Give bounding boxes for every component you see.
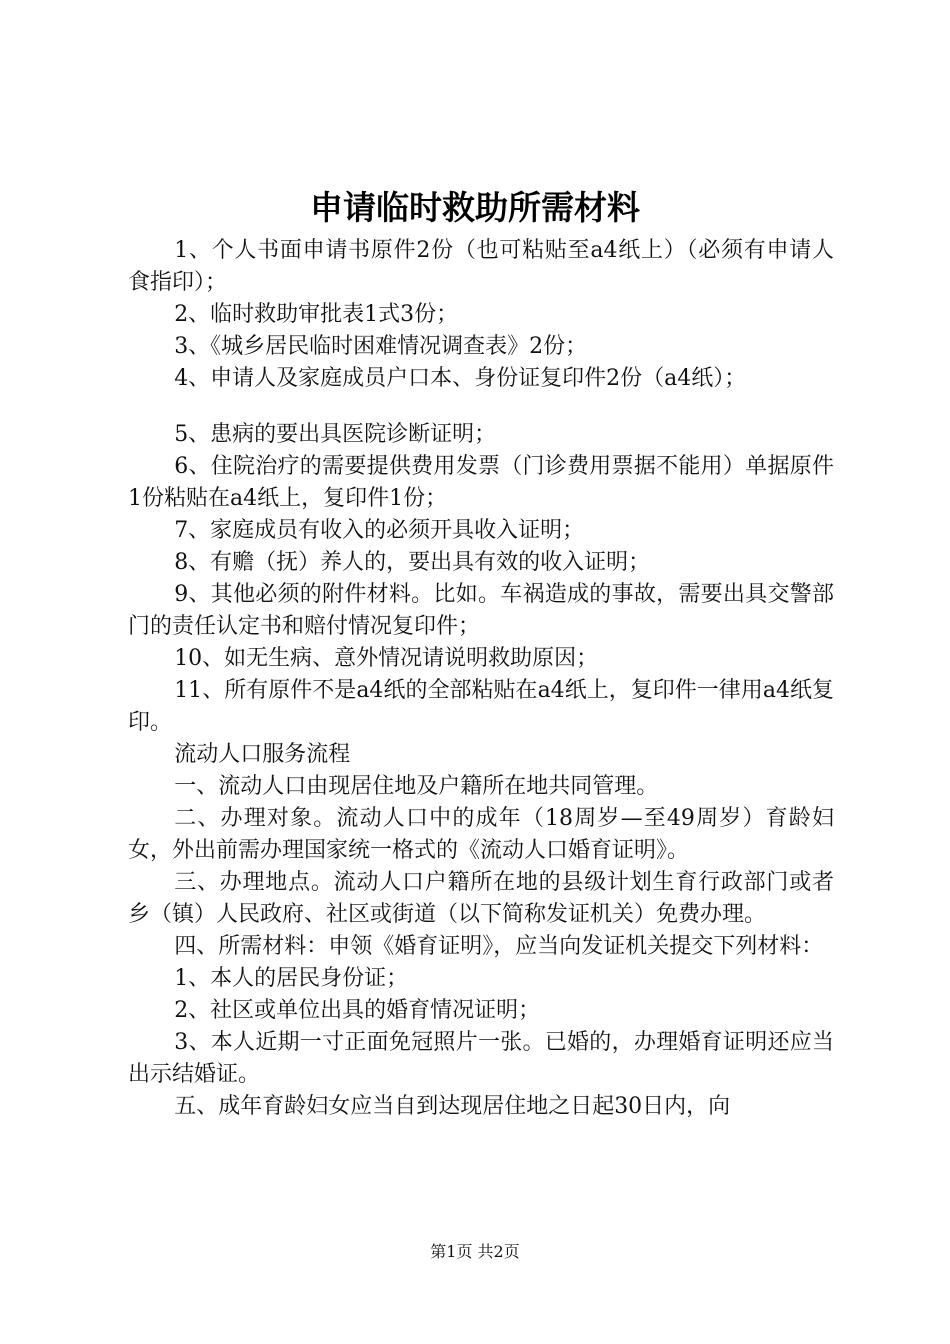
document-title: 申请临时救助所需材料: [310, 188, 640, 227]
paragraph-section-1: 一、流动人口由现居住地及户籍所在地共同管理。: [174, 774, 659, 799]
paragraph-section-5: 五、成年育龄妇女应当自到达现居住地之日起30日内，向: [174, 1094, 731, 1119]
document-body: [128, 235, 834, 1123]
paragraph-material-2: 2、社区或单位出具的婚育情况证明；: [174, 998, 541, 1023]
paragraph-item-7: 7、家庭成员有收入的必须开具收入证明；: [174, 518, 585, 543]
paragraph-item-3: 3、《城乡居民临时困难情况调查表》2份；: [174, 334, 588, 359]
paragraph-section-2: 二、办理对象。流动人口中的成年（18周岁—至49周岁）育龄妇女，外出前需办理国家统一格式的《流动人口婚育证明》。: [128, 806, 834, 863]
paragraph-item-2: 2、临时救助审批表1式3份；: [174, 302, 459, 327]
paragraph-item-4: 4、申请人及家庭成员户口本、身份证复印件2份（a4纸）；: [174, 366, 747, 391]
paragraph-material-3: 3、本人近期一寸正面免冠照片一张。已婚的，办理婚育证明还应当出示结婚证。: [128, 1030, 834, 1087]
paragraph-section-4: 四、所需材料：申领《婚育证明》，应当向发证机关提交下列材料：: [174, 934, 824, 959]
paragraph-material-1: 1、本人的居民身份证；: [174, 966, 409, 991]
paragraph-item-11: 11、所有原件不是a4纸的全部粘贴在a4纸上，复印件一律用a4纸复印。: [128, 678, 834, 735]
section-heading-floating-population: 流动人口服务流程: [174, 742, 351, 767]
paragraph-item-9: 9、其他必须的附件材料。比如。车祸造成的事故，需要出具交警部门的责任认定书和赔付情况复印件；: [128, 582, 834, 639]
paragraph-item-8: 8、有赡（抚）养人的，要出具有效的收入证明；: [174, 550, 651, 575]
page-footer: 第1页 共2页: [430, 1242, 520, 1261]
paragraph-item-6: 6、住院治疗的需要提供费用发票（门诊费用票据不能用）单据原件1份粘贴在a4纸上，复印件1份；: [128, 454, 834, 511]
paragraph-item-10: 10、如无生病、意外情况请说明救助原因；: [174, 646, 599, 671]
paragraph-item-5: 5、患病的要出具医院诊断证明；: [174, 422, 497, 447]
paragraph-section-3: 三、办理地点。流动人口户籍所在地的县级计划生育行政部门或者乡（镇）人民政府、社区或街道（以下简称发证机关）免费办理。: [128, 870, 834, 927]
paragraph-item-1: 1、个人书面申请书原件2份（也可粘贴至a4纸上）（必须有申请人食指印）；: [128, 238, 834, 295]
